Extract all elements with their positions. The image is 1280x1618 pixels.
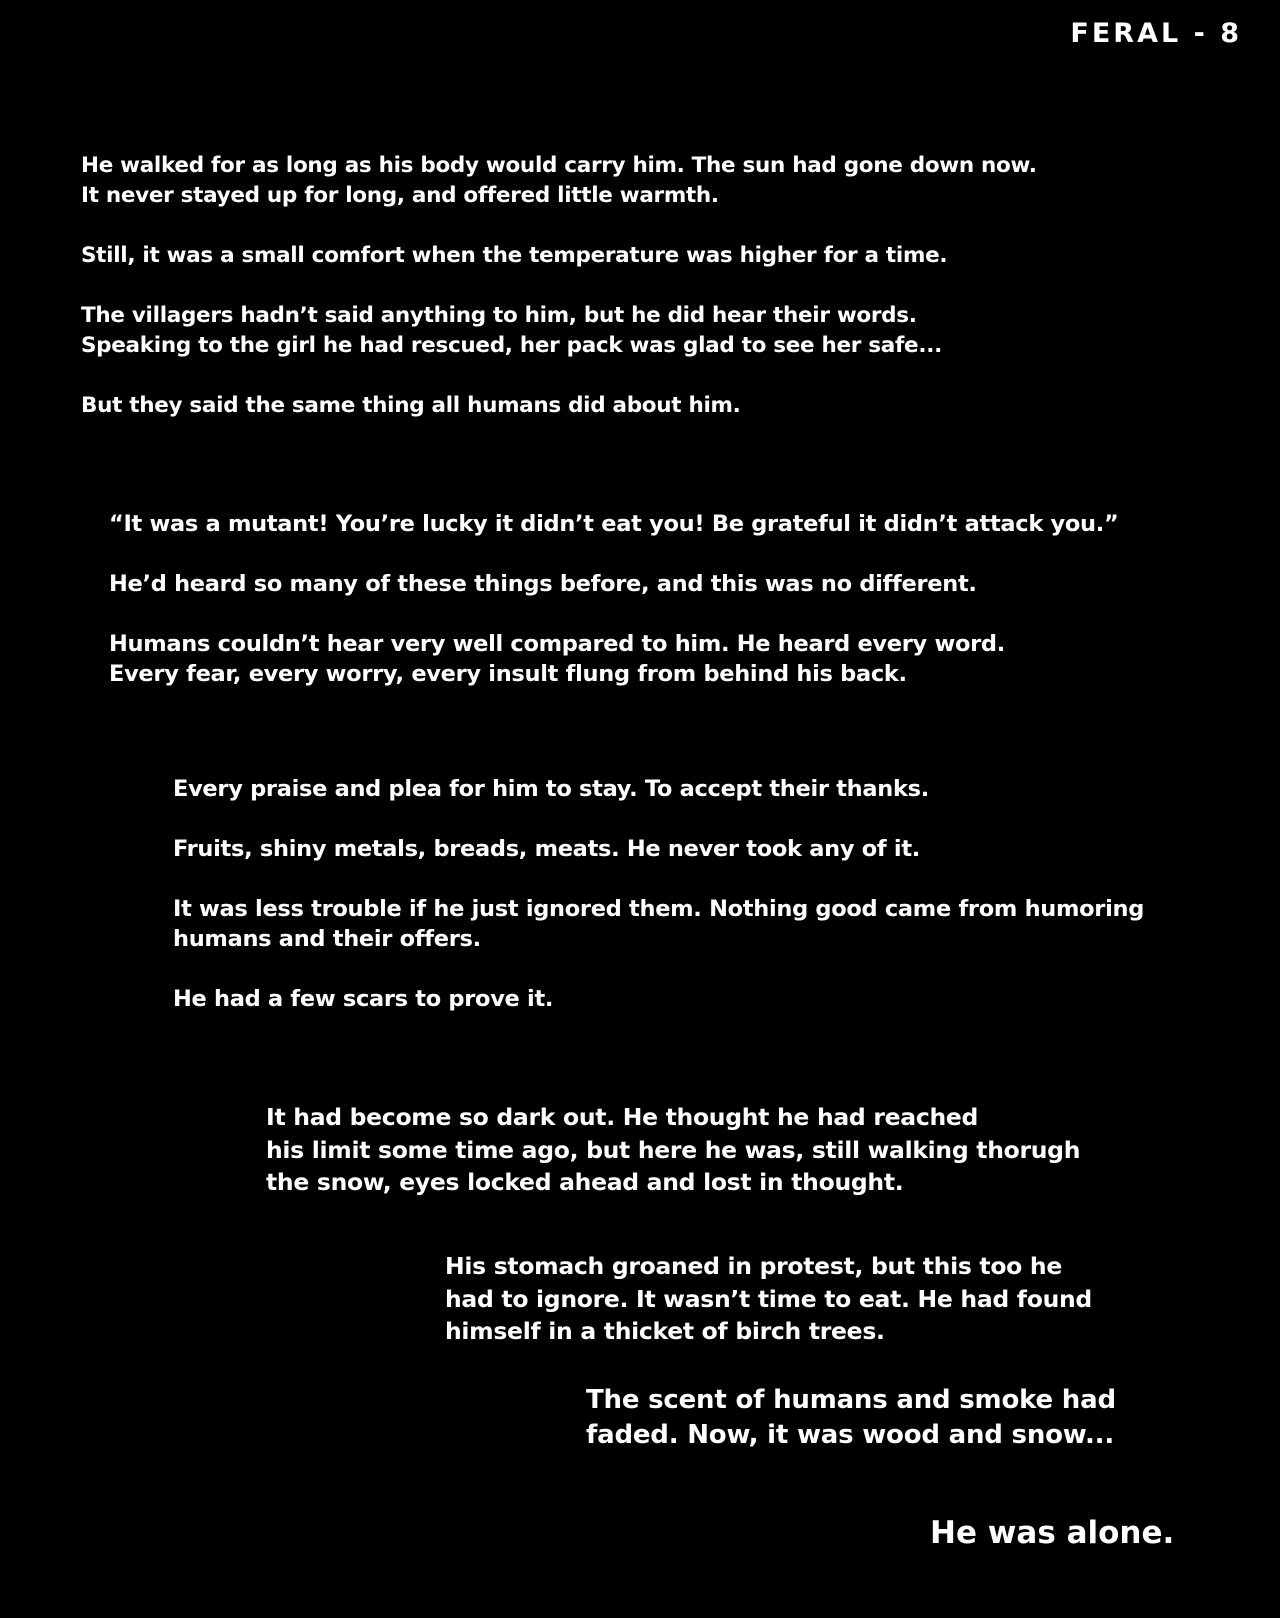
paragraph: His stomach groaned in protest, but this too he had to ignore. It wasn’t time to eat. He had found himself in a thicket of birch trees. bbox=[445, 1252, 1092, 1345]
narration-block-1 bbox=[81, 151, 1037, 421]
paragraph: Still, it was a small comfort when the temperature was higher for a time. bbox=[81, 243, 948, 268]
narration-block-4 bbox=[266, 1101, 1080, 1199]
paragraph: Fruits, shiny metals, breads, meats. He never took any of it. bbox=[173, 836, 921, 862]
paragraph: He walked for as long as his body would carry him. The sun had gone down now. It never stayed up for long, and offered little warmth. bbox=[81, 153, 1037, 208]
paragraph: It had become so dark out. He thought he had reached his limit some time ago, but here he was, still walking thorugh the snow, eyes locked ahead and lost in thought. bbox=[266, 1103, 1081, 1196]
paragraph: “It was a mutant! You’re lucky it didn’t eat you! Be grateful it didn’t attack you.” bbox=[109, 511, 1119, 537]
paragraph: It was less trouble if he just ignored them. Nothing good came from humoring humans and their offers. bbox=[173, 896, 1145, 952]
paragraph: Every praise and plea for him to stay. To accept their thanks. bbox=[173, 776, 929, 802]
paragraph: Humans couldn’t hear very well compared to him. He heard every word. Every fear, every worry, every insult flung from behind his back. bbox=[109, 631, 1005, 687]
paragraph: But they said the same thing all humans did about him. bbox=[81, 393, 741, 418]
paragraph: The villagers hadn’t said anything to him, but he did hear their words. Speaking to the girl he had rescued, her pack was glad to see her safe... bbox=[81, 303, 942, 358]
paragraph: He was alone. bbox=[930, 1515, 1175, 1551]
narration-block-5 bbox=[445, 1250, 1092, 1348]
paragraph: He’d heard so many of these things before, and this was no different. bbox=[109, 571, 977, 597]
page-header: FERAL - 8 bbox=[1070, 18, 1242, 49]
paragraph: He had a few scars to prove it. bbox=[173, 986, 554, 1012]
narration-block-3 bbox=[173, 774, 1144, 1014]
narration-block-6 bbox=[586, 1383, 1116, 1453]
narration-block-2 bbox=[109, 509, 1119, 689]
closing-line bbox=[930, 1515, 1174, 1551]
paragraph: The scent of humans and smoke had faded. Now, it was wood and snow... bbox=[586, 1385, 1116, 1450]
